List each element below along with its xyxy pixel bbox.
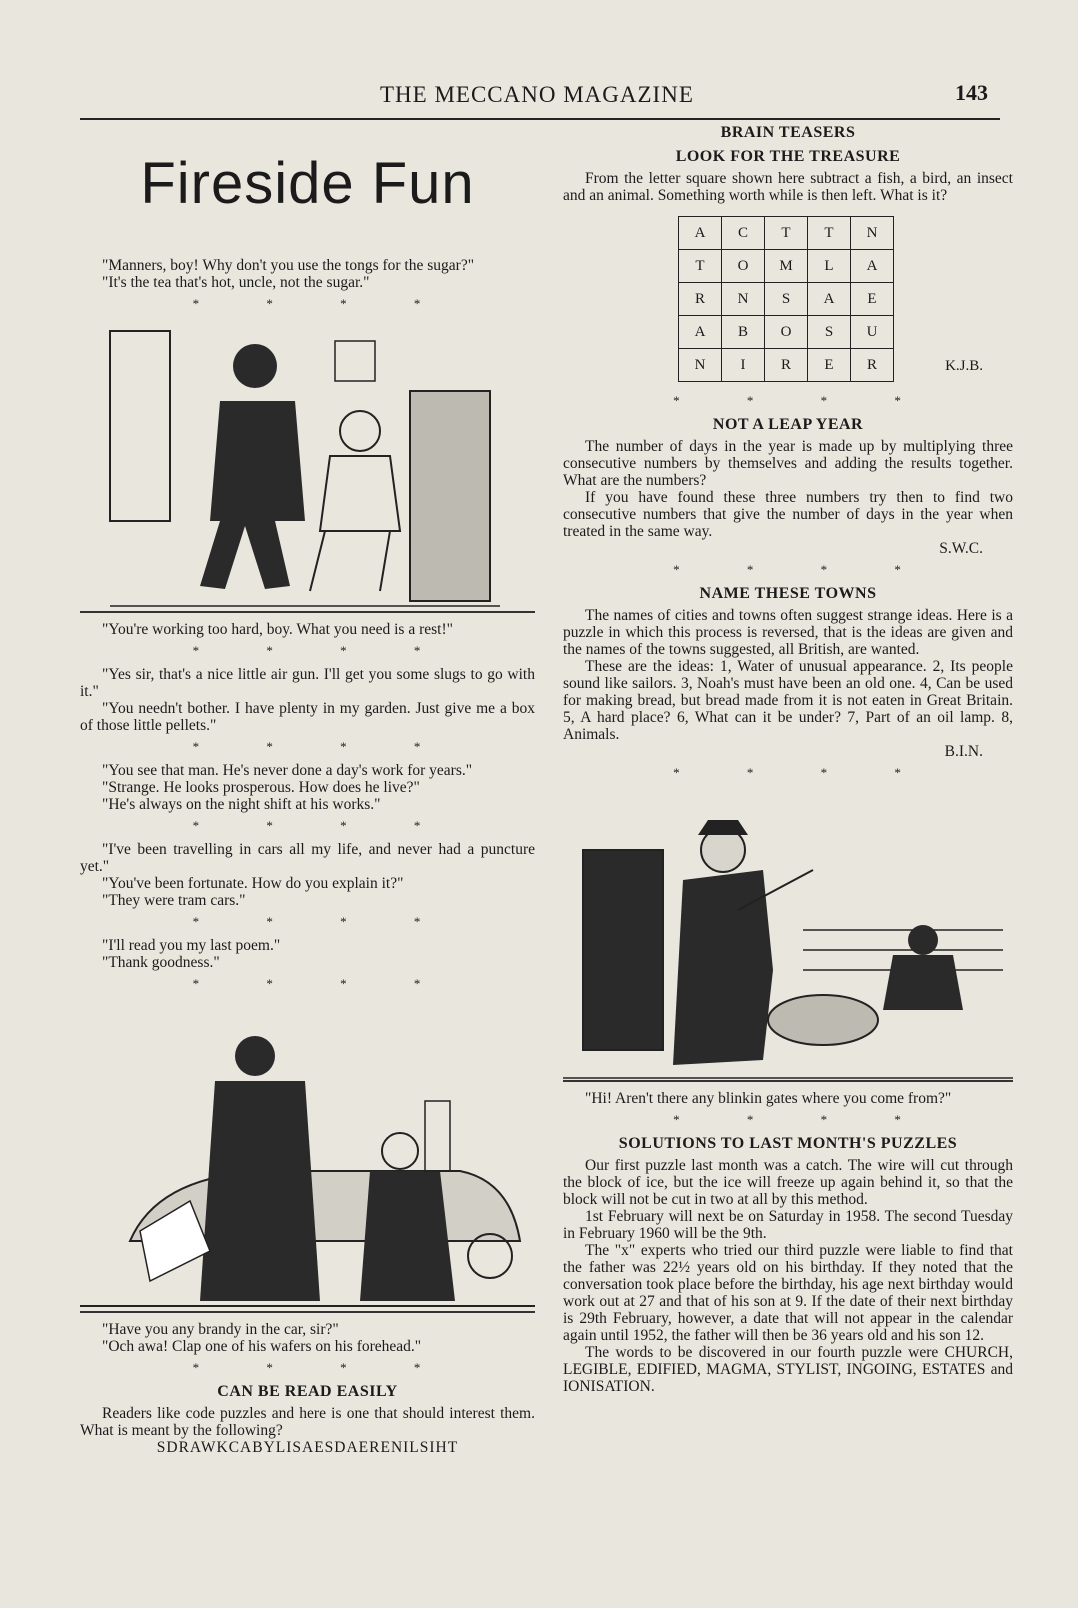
puzzle-text: Readers like code puzzles and here is one that should interest them. What is meant by the following? [80,1405,535,1439]
grid-letter: I [722,349,765,382]
separator-stars: * * * * [192,818,453,833]
joke-line: "You've been fortunate. How do you explain it?" [102,875,404,892]
author-signature: B.I.N. [944,743,983,760]
grid-letter: L [808,250,851,283]
cartoon-farmer [563,790,1013,1082]
separator-stars: * * * * [673,562,933,577]
separator-stars: * * * * [192,739,453,754]
grid-letter: B [722,316,765,349]
grid-letter: R [679,283,722,316]
grid-letter: E [851,283,894,316]
solution-text: Our first puzzle last month was a catch. The wire will cut through the block of ice, but the ice will freeze up again behind it, so that the block will not be cut in two at all by this method. [563,1157,1013,1208]
right-column [563,120,1013,1395]
joke-line: "I'll read you my last poem." [102,937,281,954]
left-column [80,120,535,1457]
solution-text: The words to be discovered in our fourth puzzle were CHURCH, LEGIBLE, EDIFIED, MAGMA, STYLIST, INGOING, ESTATES and IONISATION. [563,1344,1013,1395]
separator-stars: * * * * [192,643,453,658]
grid-letter: A [679,217,722,250]
joke-line: "It's the tea that's hot, uncle, not the sugar." [102,274,370,291]
puzzle-text: If you have found these three numbers try then to find two consecutive numbers that give the number of days in the year when treated in the same way. [563,489,1013,540]
joke-line: "You needn't bother. I have plenty in my garden. Just give me a box of those little pellets." [80,700,535,734]
grid-letter: R [765,349,808,382]
solutions-heading: SOLUTIONS TO LAST MONTH'S PUZZLES [618,1135,958,1152]
grid-letter: U [851,316,894,349]
joke-line: "Strange. He looks prosperous. How does he live?" [102,779,420,796]
separator-stars: * * * * [673,1112,933,1127]
cartoon-caption: "Hi! Aren't there any blinkin gates where you come from?" [585,1090,952,1107]
cartoon-car-accident [80,1001,535,1313]
page-header [80,78,1000,120]
letter-grid [678,216,894,382]
grid-letter: T [808,217,851,250]
grid-letter: T [679,250,722,283]
puzzle-text: These are the ideas: 1, Water of unusual appearance. 2, Its people sound like sailors. 3, Noah's must have been an old one. 4, Can be used for making bread, but bread made from it is not eaten in Great Britain. 5, A hard place? 6, What can it be under? 7, Part of an oil lamp. 8, Animals. [563,658,1013,743]
grid-letter: O [765,316,808,349]
grid-letter: A [851,250,894,283]
separator-stars: * * * * [673,393,933,408]
joke-line: "He's always on the night shift at his works." [102,796,381,813]
letter-square [563,216,1013,386]
puzzle-heading: LOOK FOR THE TREASURE [675,148,901,165]
section-title: Fireside Fun [140,151,475,216]
grid-letter: S [765,283,808,316]
grid-letter: N [679,349,722,382]
joke-line: "You see that man. He's never done a day's work for years." [102,762,473,779]
grid-letter: A [679,316,722,349]
joke-line: "Yes sir, that's a nice little air gun. I'll get you some slugs to go with it." [80,666,535,700]
separator-stars: * * * * [192,1360,453,1375]
puzzle-text: From the letter square shown here subtract a fish, a bird, an insect and an animal. Something worth while is then left. What is it? [563,170,1013,204]
separator-stars: * * * * [192,914,453,929]
puzzle-heading: NOT A LEAP YEAR [712,416,864,433]
page-number: 143 [955,80,988,105]
puzzle-text: The names of cities and towns often suggest strange ideas. Here is a puzzle in which this process is reversed, that is the ideas are given and the names of the towns suggested, all British, are wanted. [563,607,1013,658]
grid-letter: R [851,349,894,382]
code-puzzle: SDRAWKCABYLISAESDAERENILSIHT [156,1439,459,1456]
author-signature: K.J.B. [945,358,983,374]
joke-line: "Manners, boy! Why don't you use the tongs for the sugar?" [102,257,475,274]
cartoon-policeman [80,321,535,613]
puzzle-heading: NAME THESE TOWNS [699,585,877,602]
grid-letter: S [808,316,851,349]
grid-letter: T [765,217,808,250]
grid-letter: O [722,250,765,283]
cartoon-caption: "You're working too hard, boy. What you need is a rest!" [102,621,453,638]
cartoon-caption: "Och awa! Clap one of his wafers on his forehead." [102,1338,422,1355]
puzzle-text: The number of days in the year is made up by multiplying three consecutive numbers by themselves and adding the results together. What are the numbers? [563,438,1013,489]
grid-letter: M [765,250,808,283]
solution-text: 1st February will next be on Saturday in 1958. The second Tuesday in February 1960 will be the 9th. [563,1208,1013,1242]
separator-stars: * * * * [192,976,453,991]
grid-letter: N [851,217,894,250]
grid-letter: E [808,349,851,382]
joke-line: "Thank goodness." [102,954,220,971]
magazine-title: THE MECCANO MAGAZINE [380,82,694,107]
separator-stars: * * * * [673,765,933,780]
joke-line: "They were tram cars." [102,892,246,909]
joke-line: "I've been travelling in cars all my life, and never had a puncture yet." [80,841,535,875]
solution-text: The "x" experts who tried our third puzzle were liable to find that the father was 22½ years old on his birthday. If they noted that the conversation took place before the birthday, his age next birthday would work out at 27 and that of his son at 9. If the date of their next birthday is 29th February, however, a date that will not appear in the calendar again until 1952, the father will then be 36 years old and his son 12. [563,1242,1013,1344]
separator-stars: * * * * [192,296,453,311]
grid-letter: A [808,283,851,316]
puzzle-heading: CAN BE READ EASILY [217,1383,398,1400]
grid-letter: N [722,283,765,316]
section-heading: BRAIN TEASERS [720,124,856,141]
grid-letter: C [722,217,765,250]
author-signature: S.W.C. [939,540,983,557]
cartoon-caption: "Have you any brandy in the car, sir?" [102,1321,339,1338]
